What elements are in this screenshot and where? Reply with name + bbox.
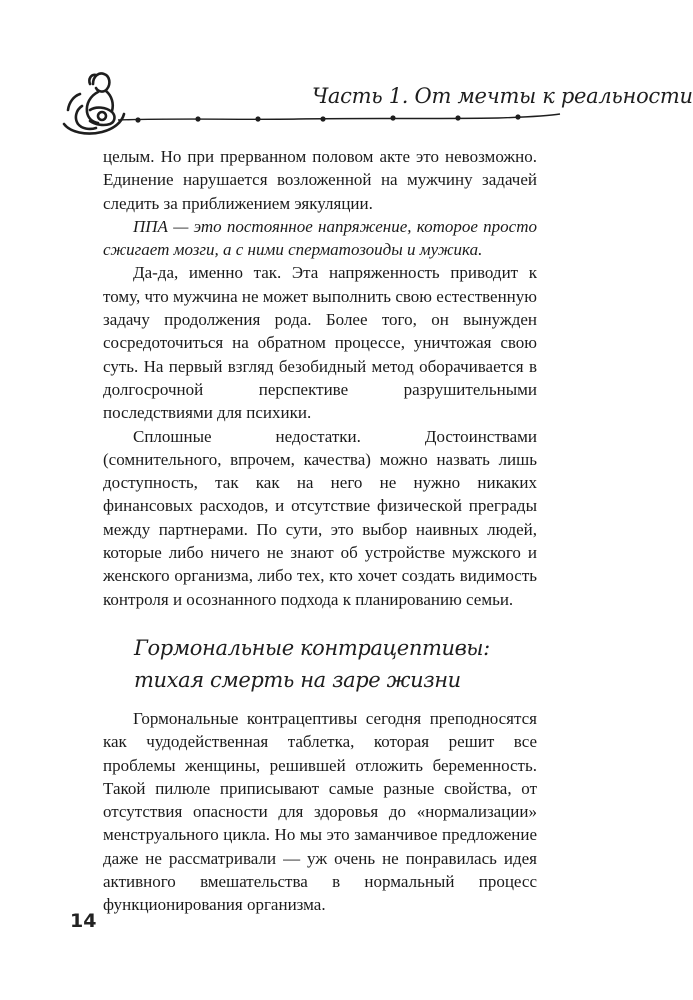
running-title: Часть 1. От мечты к реальности [312,84,693,108]
paragraph: Сплошные недостатки. Достоинствами (сомнительного, впрочем, качества) можно назвать лишь доступность, так как на него не нужно никаких финансовых расходов, и отсутствие физической преграды между партнерами. По сути, это выбор наивных людей, которые либо ничего не знают об устройстве мужского и женского организма, либо тех, кто хочет создать видимость контроля и осознанного подхода к планированию семьи. [103,426,537,609]
paragraph: Да-да, именно так. Эта напряженность приводит к тому, что мужчина не может выполнить свою естественную задачу продолжения рода. Более того, он вынужден сосредоточиться на обратном процессе, уничтожая свою суть. На первый взгляд безобидный метод оборачивается в долгосрочной перспективе разрушительными последствиями для психики. [103,263,537,423]
paragraph: Гормональные контрацептивы сегодня преподносятся как чудодейственная таблетка, которая решит все проблемы женщины, решившей отложить беременность. Такой пилюле приписывают самые разные свойства, от отсутствия опасности для здоровья до «нормализации» менструального цикла. Но мы это заманчивое предложение даже не рассматривали — уж очень не понравилась идея активного вмешательства в нормальный процесс функционирования организма. [103,709,537,915]
body-text-bottom [103,707,537,917]
header-rule [118,108,560,128]
emphasis-paragraph: ППА — это постоянное напряжение, которое просто сжигает мозги, а с ними сперматозоиды и мужика. [103,216,537,260]
page-number: 14 [70,910,97,932]
section-title-line-1: Гормональные контрацептивы: [134,636,490,660]
paragraph: целым. Но при прерванном половом акте это невозможно. Единение нарушается возложенной на мужчину задачей следить за приближением эякуляции. [103,147,537,213]
body-text-top [103,145,537,611]
running-header [0,0,693,140]
section-title-line-2: тихая смерть на заре жизни [134,668,461,692]
